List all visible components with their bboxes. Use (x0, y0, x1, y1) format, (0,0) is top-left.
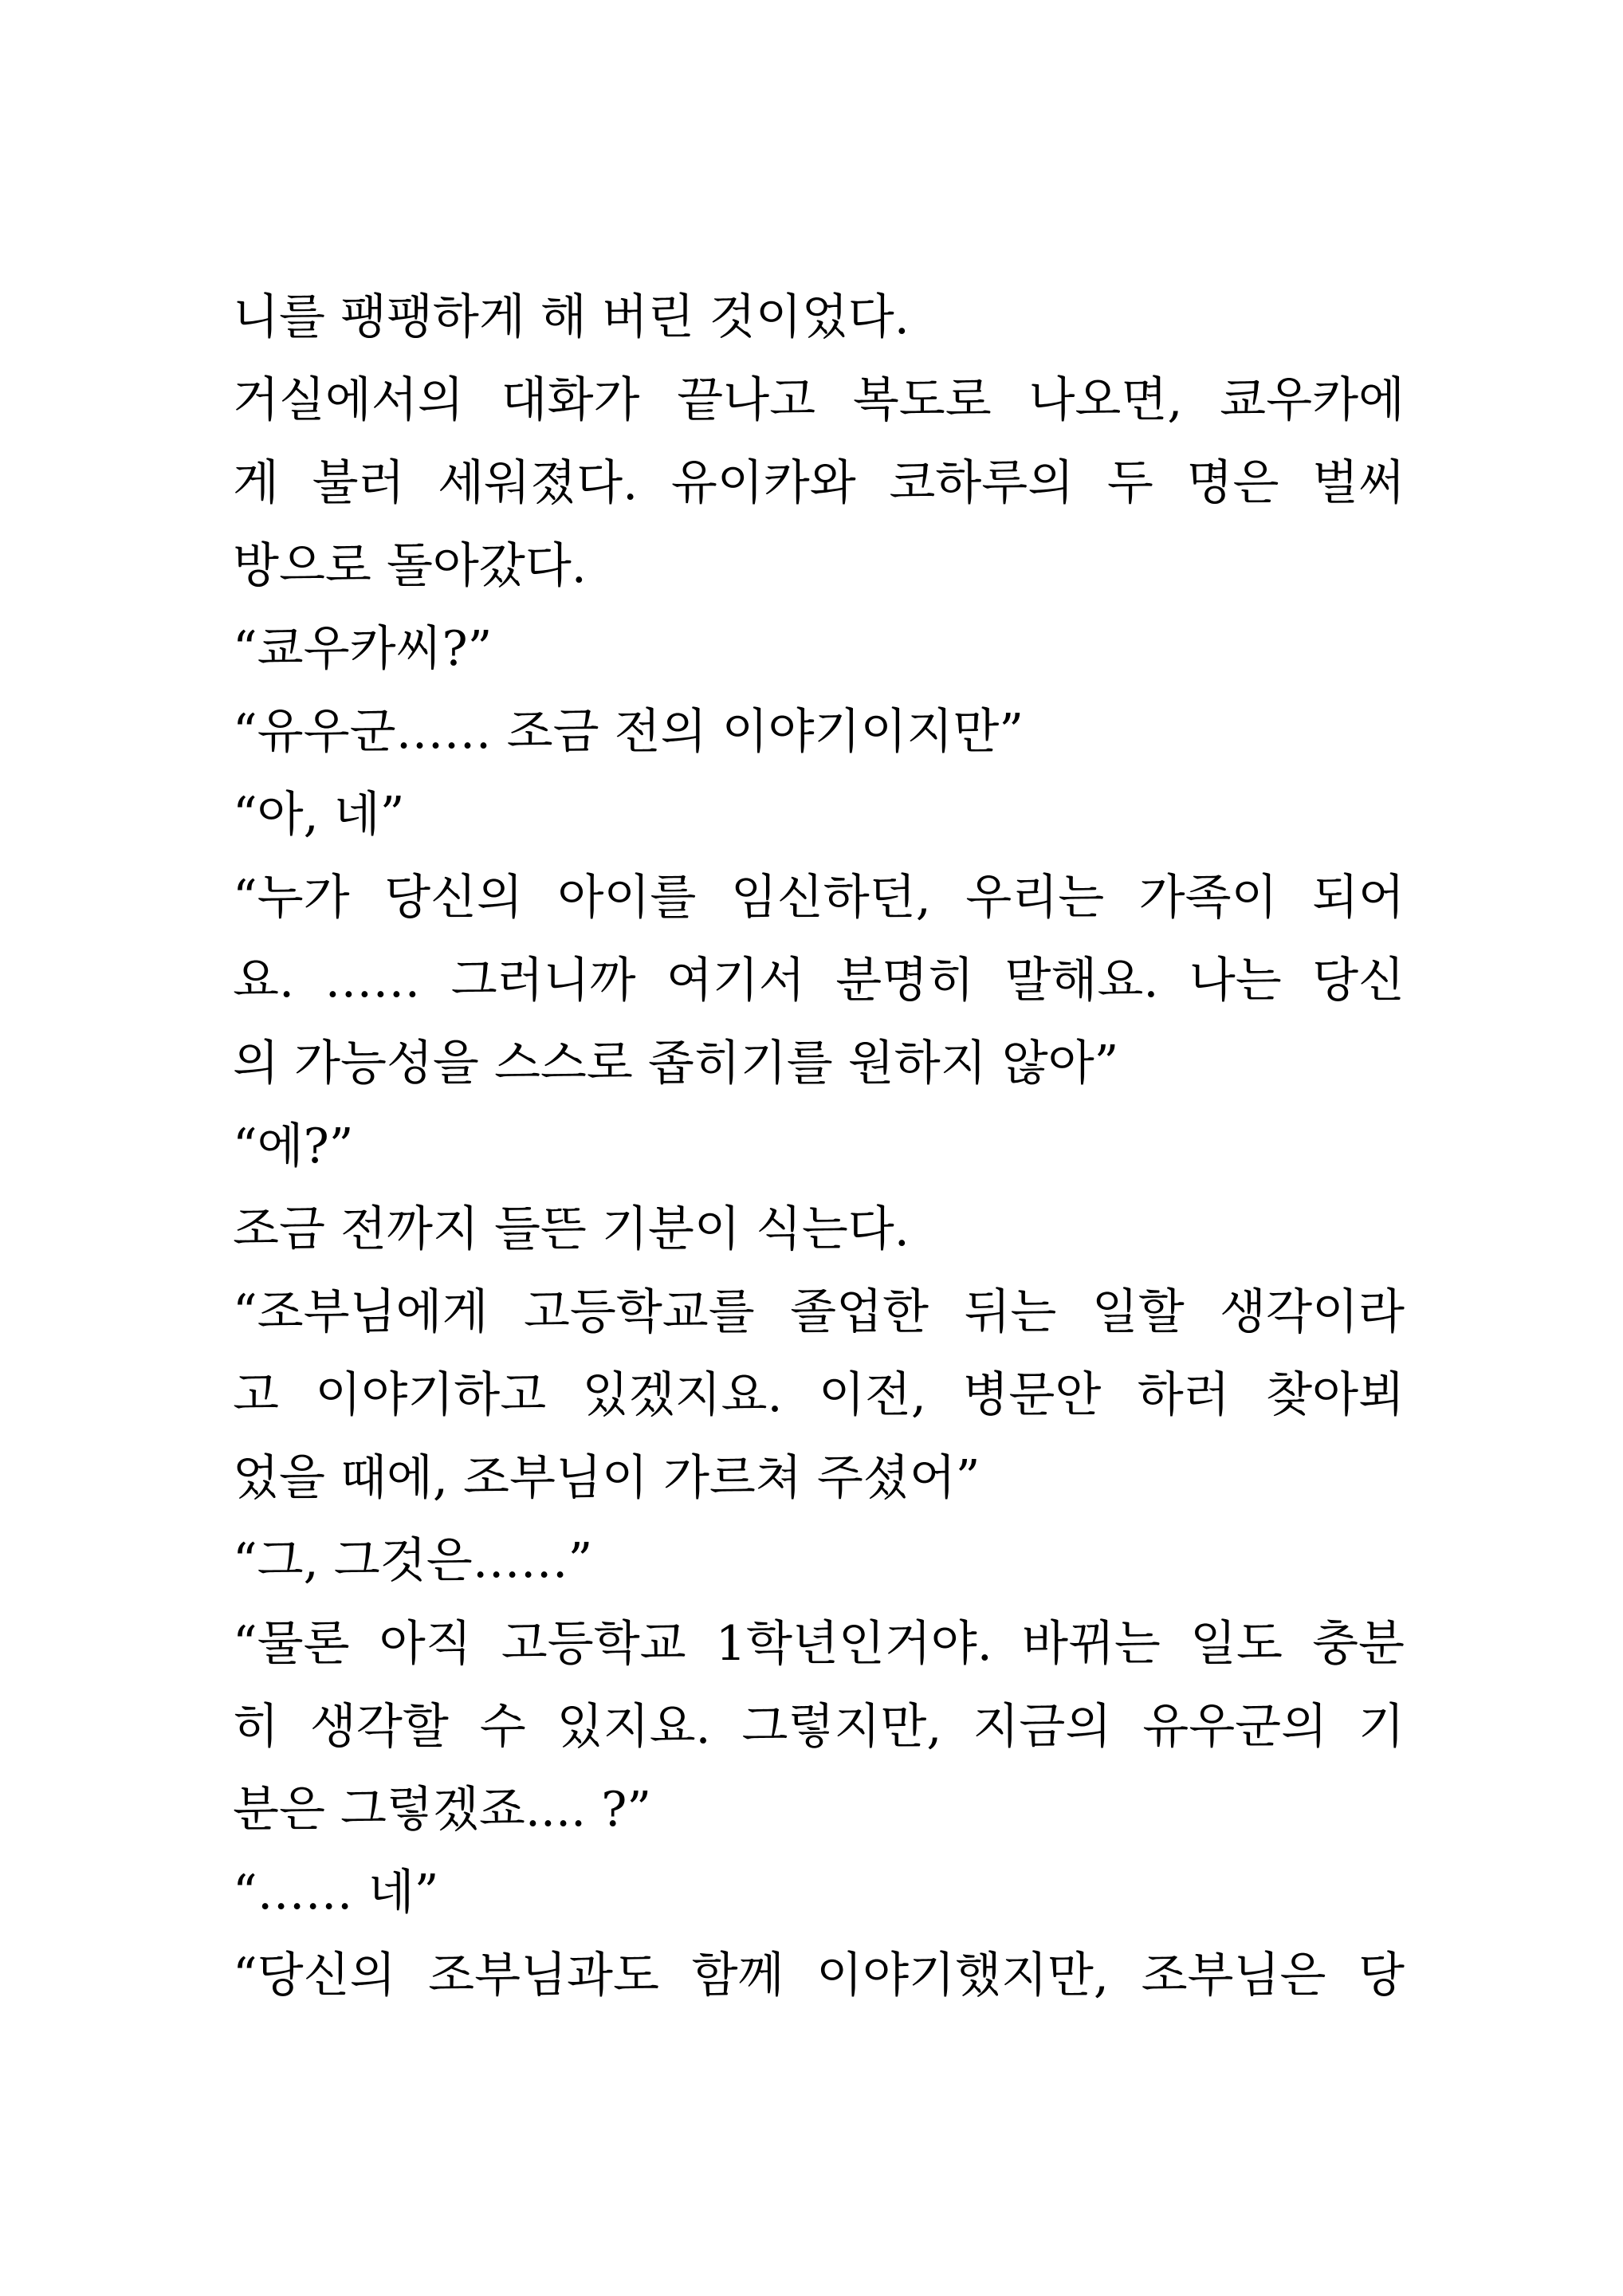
text-line-6: “유우군…… 조금 전의 이야기이지만” (233, 704, 1024, 760)
text-line-2: 거실에서의 대화가 끝나고 복도로 나오면, 쿄우카에 (233, 372, 1405, 428)
text-line-21: “당신의 조부님과도 함께 이야기했지만, 조부님은 당 (233, 1948, 1405, 2003)
text-line-17: “물론 아직 고등학교 1학년인거야. 바뀌는 일도 충분 (233, 1616, 1405, 1672)
text-line-5: “쿄우카씨?” (233, 621, 493, 677)
text-line-1: 니를 팽팽하게 해 버린 것이었다. (233, 289, 910, 345)
text-line-10: 의 가능성을 스스로 좁히기를 원하지 않아” (233, 1036, 1119, 1091)
text-line-11: “에?” (233, 1119, 354, 1174)
text-line-3: 게 불러 세워졌다. 유이카와 코하루의 두 명은 벌써 (233, 455, 1405, 511)
text-line-9: 요. …… 그러니까 여기서 분명히 말해요. 나는 당신 (233, 953, 1405, 1008)
text-line-14: 고 이야기하고 있겠지요. 이전, 병문안 하러 찾아뵈 (233, 1367, 1405, 1423)
text-line-19: 분은 그렇겠죠.... ?” (233, 1782, 652, 1838)
text-line-12: 조금 전까지 들뜬 기분이 식는다. (233, 1201, 910, 1257)
text-line-7: “아, 네” (233, 787, 405, 843)
text-body (233, 276, 1405, 2017)
text-line-15: 었을 때에, 조부님이 가르쳐 주셨어” (233, 1450, 980, 1506)
text-line-18: 히 생각할 수 있지요. 그렇지만, 지금의 유우군의 기 (233, 1699, 1405, 1755)
text-line-13: “조부님에게 고등학교를 졸업한 뒤는 일할 생각이라 (233, 1284, 1405, 1340)
text-line-4: 방으로 돌아갔다. (233, 538, 587, 594)
text-line-16: “그, 그것은……” (233, 1533, 593, 1589)
text-line-20: “…… 네” (233, 1865, 439, 1921)
text-line-8: “누가 당신의 아이를 임신하던, 우리는 가족이 되어 (233, 870, 1405, 926)
